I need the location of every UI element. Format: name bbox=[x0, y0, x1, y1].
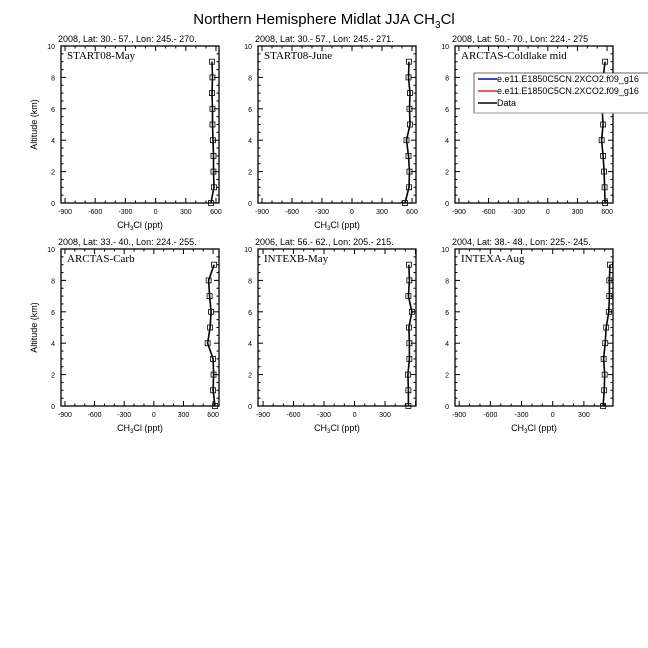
y-tick-label: 2 bbox=[51, 372, 55, 380]
y-tick-label: 10 bbox=[441, 247, 449, 254]
panel-4 bbox=[29, 237, 219, 435]
x-tick-label: 0 bbox=[153, 209, 158, 216]
y-tick-label: 8 bbox=[248, 75, 252, 83]
y-tick-label: 6 bbox=[445, 106, 449, 114]
data-line bbox=[211, 62, 214, 203]
x-tick-label: -600 bbox=[284, 209, 300, 216]
x-tick-label: 0 bbox=[350, 209, 354, 216]
legend bbox=[474, 73, 648, 113]
y-tick-label: 4 bbox=[445, 138, 449, 146]
panel-name: START08-May bbox=[67, 50, 136, 62]
y-tick-label: 0 bbox=[248, 404, 252, 411]
plot-frame bbox=[258, 249, 416, 406]
x-label-part: CH bbox=[117, 423, 131, 433]
y-tick-label: 0 bbox=[445, 201, 449, 208]
panel-subtitle: 2008, Lat: 30.- 57., Lon: 245.- 271. bbox=[255, 34, 394, 44]
x-label-part: CH bbox=[314, 423, 328, 433]
panel-5 bbox=[244, 237, 416, 435]
y-tick-label: 6 bbox=[445, 309, 449, 317]
y-tick-label: 0 bbox=[51, 201, 55, 208]
x-axis-label bbox=[314, 423, 360, 435]
x-tick-label: 300 bbox=[578, 412, 590, 419]
x-label-part: CH bbox=[511, 423, 525, 433]
panel-name: START08-June bbox=[264, 50, 333, 62]
panel-subtitle: 2008, Lat: 30.- 57., Lon: 245.- 270. bbox=[58, 34, 197, 44]
x-label-part: Cl (ppt) bbox=[527, 423, 557, 433]
x-tick-label: 300 bbox=[179, 209, 192, 216]
x-tick-label: -900 bbox=[58, 209, 73, 216]
y-axis-label: Altitude (km) bbox=[29, 302, 39, 353]
legend-label: Data bbox=[497, 98, 517, 108]
panel-1 bbox=[29, 34, 222, 232]
y-tick-label: 6 bbox=[51, 106, 55, 114]
x-tick-label: -300 bbox=[314, 209, 330, 216]
x-tick-label: -900 bbox=[57, 412, 72, 419]
x-tick-label: -300 bbox=[117, 412, 132, 419]
x-tick-label: 600 bbox=[601, 209, 613, 216]
x-label-part: Cl (ppt) bbox=[133, 423, 163, 433]
plot-frame bbox=[455, 249, 613, 406]
x-tick-label: 300 bbox=[376, 209, 388, 216]
plot-frame bbox=[61, 46, 219, 203]
panel-name: ARCTAS-Carb bbox=[67, 253, 135, 265]
panel-subtitle: 2004, Lat: 38.- 48., Lon: 225.- 245. bbox=[452, 237, 591, 247]
x-label-sub: 3 bbox=[130, 226, 134, 232]
x-label-sub: 3 bbox=[327, 429, 331, 435]
x-label-part: Cl (ppt) bbox=[133, 220, 163, 230]
x-tick-label: -900 bbox=[254, 209, 270, 216]
y-tick-label: 10 bbox=[47, 44, 55, 51]
panel-subtitle: 2008, Lat: 50.- 70., Lon: 224.- 275 bbox=[452, 34, 589, 44]
legend-label: e.e11.E1850C5CN.2XCO2.f09_g16 bbox=[497, 74, 639, 84]
plot-frame bbox=[61, 249, 219, 406]
x-tick-label: 0 bbox=[151, 412, 156, 419]
x-tick-label: -900 bbox=[451, 209, 466, 216]
x-tick-label: -300 bbox=[118, 209, 133, 216]
x-tick-label: -300 bbox=[514, 412, 529, 419]
panel-2 bbox=[244, 34, 418, 232]
x-tick-label: -600 bbox=[481, 209, 496, 216]
x-tick-label: 300 bbox=[379, 412, 391, 419]
x-label-part: Cl (ppt) bbox=[330, 220, 360, 230]
x-tick-label: 600 bbox=[210, 209, 222, 216]
panel-name: INTEXA-Aug bbox=[461, 253, 525, 265]
x-tick-label: -900 bbox=[256, 412, 271, 419]
x-tick-label: -300 bbox=[317, 412, 332, 419]
x-label-sub: 3 bbox=[130, 429, 134, 435]
y-tick-label: 4 bbox=[51, 341, 55, 349]
panel-name: INTEXB-May bbox=[264, 253, 329, 265]
x-axis-label bbox=[117, 220, 163, 232]
y-tick-label: 6 bbox=[248, 309, 252, 317]
y-tick-label: 10 bbox=[441, 44, 449, 51]
legend-label: e.e11.E1850C5CN.2XCO2.f09_g16 bbox=[497, 86, 639, 96]
x-axis-label bbox=[314, 220, 360, 232]
y-tick-label: 4 bbox=[248, 138, 252, 146]
x-tick-label: -600 bbox=[87, 412, 102, 419]
data-line bbox=[603, 265, 610, 406]
y-tick-label: 8 bbox=[51, 278, 55, 286]
y-tick-label: 0 bbox=[248, 201, 252, 208]
plot-frame bbox=[455, 46, 613, 203]
y-tick-label: 2 bbox=[445, 372, 449, 380]
x-axis-label bbox=[511, 423, 557, 435]
panel-subtitle: 2006, Lat: 56.- 62., Lon: 205.- 215. bbox=[255, 237, 394, 247]
y-tick-label: 8 bbox=[248, 278, 252, 286]
x-tick-label: -600 bbox=[286, 412, 301, 419]
y-axis-label: Altitude (km) bbox=[29, 99, 39, 150]
panel-6 bbox=[441, 237, 613, 435]
x-tick-label: -600 bbox=[483, 412, 498, 419]
panel-subtitle: 2008, Lat: 33.- 40., Lon: 224.- 255. bbox=[58, 237, 197, 247]
panel-name: ARCTAS-Coldlake mid bbox=[461, 50, 567, 62]
panel-3 bbox=[441, 34, 613, 216]
x-tick-label: -900 bbox=[452, 412, 467, 419]
x-tick-label: 600 bbox=[207, 412, 219, 419]
y-tick-label: 8 bbox=[445, 75, 449, 83]
x-tick-label: 300 bbox=[571, 209, 584, 216]
x-tick-label: 0 bbox=[352, 412, 357, 419]
x-axis-label bbox=[117, 423, 163, 435]
y-tick-label: 10 bbox=[47, 247, 55, 254]
y-tick-label: 4 bbox=[445, 341, 449, 349]
x-tick-label: 0 bbox=[545, 209, 550, 216]
y-tick-label: 4 bbox=[51, 138, 55, 146]
x-label-sub: 3 bbox=[524, 429, 528, 435]
x-label-part: CH bbox=[314, 220, 328, 230]
y-tick-label: 6 bbox=[51, 309, 55, 317]
data-line bbox=[208, 265, 215, 406]
y-tick-label: 2 bbox=[51, 169, 55, 177]
y-tick-label: 6 bbox=[248, 106, 252, 114]
y-tick-label: 4 bbox=[248, 341, 252, 349]
plot-frame bbox=[258, 46, 416, 203]
y-tick-label: 2 bbox=[248, 372, 252, 380]
x-label-sub: 3 bbox=[327, 226, 331, 232]
chart-title: Northern Hemisphere Midlat JJA $CH_3Cl$ bbox=[193, 11, 455, 31]
x-label-part: Cl (ppt) bbox=[330, 423, 360, 433]
data-line bbox=[408, 265, 412, 406]
y-tick-label: 10 bbox=[244, 247, 252, 254]
y-tick-label: 10 bbox=[244, 44, 252, 51]
data-line bbox=[405, 62, 410, 203]
y-tick-label: 0 bbox=[445, 404, 449, 411]
x-tick-label: 300 bbox=[177, 412, 190, 419]
x-tick-label: 0 bbox=[550, 412, 555, 419]
x-tick-label: 600 bbox=[406, 209, 418, 216]
y-tick-label: 8 bbox=[51, 75, 55, 83]
x-tick-label: -600 bbox=[88, 209, 103, 216]
x-tick-label: -300 bbox=[511, 209, 526, 216]
y-tick-label: 0 bbox=[51, 404, 55, 411]
y-tick-label: 2 bbox=[445, 169, 449, 177]
x-label-part: CH bbox=[117, 220, 131, 230]
y-tick-label: 2 bbox=[248, 169, 252, 177]
y-tick-label: 8 bbox=[445, 278, 449, 286]
